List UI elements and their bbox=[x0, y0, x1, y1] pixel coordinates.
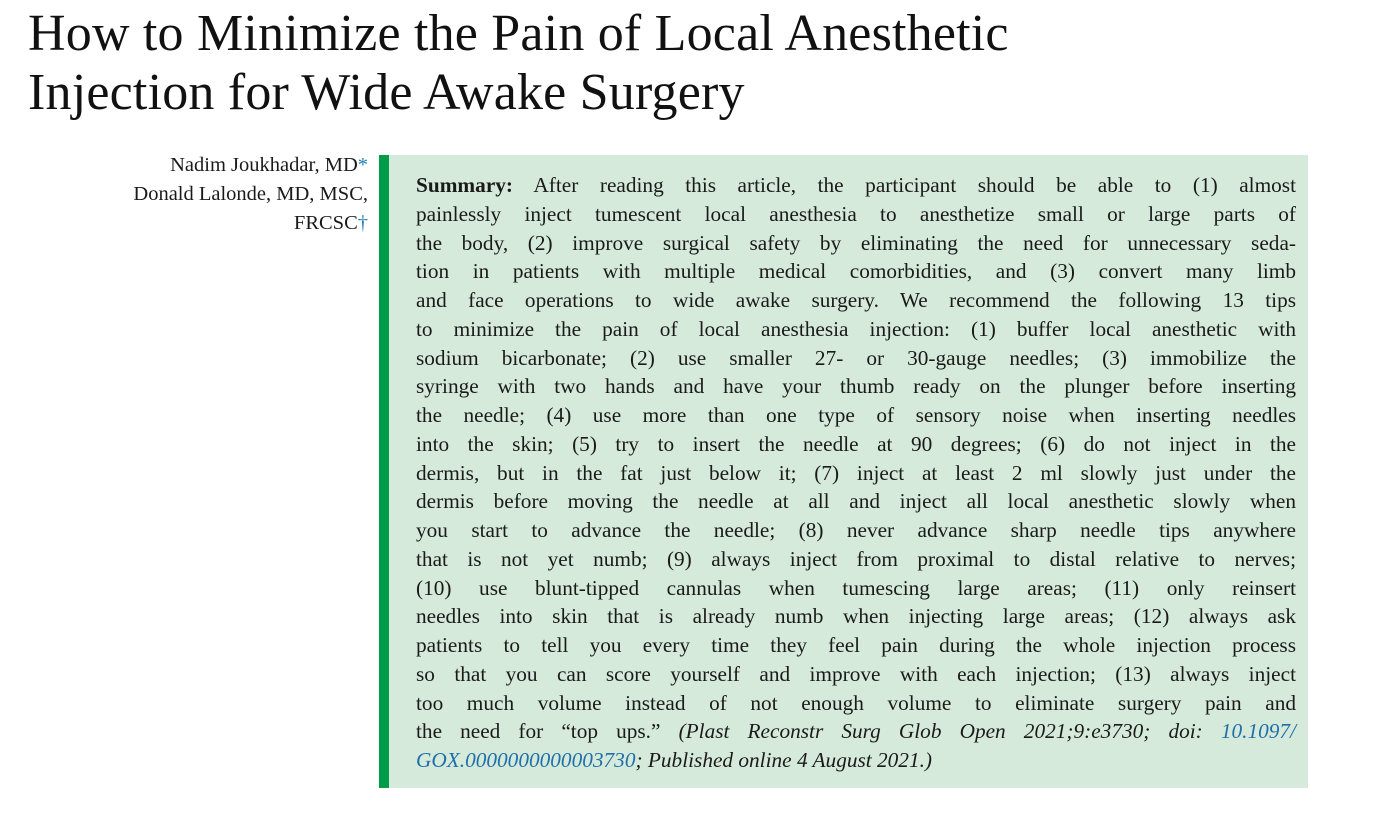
author-2-continued bbox=[40, 209, 368, 238]
affiliation-mark[interactable]: * bbox=[357, 154, 368, 176]
summary-line: the body, (2) improve surgical safety by eliminating the need for unnecessary seda- bbox=[416, 230, 1296, 255]
title-line-2: Injection for Wide Awake Surgery bbox=[28, 64, 745, 121]
summary-line: dermis before moving the needle at all and inject all local anesthetic slowly when bbox=[416, 489, 1296, 514]
doi-link[interactable]: 10.1097/ bbox=[1220, 719, 1296, 744]
summary-line: painlessly inject tumescent local anesthesia to anesthetize small or large parts of bbox=[416, 201, 1296, 226]
summary-line: into the skin; (5) try to insert the needle at 90 degrees; (6) do not inject in the bbox=[416, 431, 1296, 456]
citation-prefix: (Plast Reconstr Surg Glob Open 2021;9:e3730; doi: bbox=[678, 719, 1221, 744]
summary-box bbox=[379, 155, 1308, 788]
summary-line-text: After reading this article, the participant should be able to (1) almost bbox=[533, 173, 1297, 197]
summary-line bbox=[416, 717, 1296, 746]
summary-line bbox=[416, 171, 1296, 200]
summary-line bbox=[416, 746, 1296, 775]
summary-line: needles into skin that is already numb when injecting large areas; (12) always ask bbox=[416, 604, 1296, 629]
summary-line: and face operations to wide awake surgery. We recommend the following 13 tips bbox=[416, 288, 1296, 312]
author-degree: FRCSC bbox=[293, 212, 358, 234]
summary-line: dermis, but in the fat just below it; (7) inject at least 2 ml slowly just under the bbox=[416, 460, 1296, 485]
summary-line: you start to advance the needle; (8) never advance sharp needle tips anywhere bbox=[416, 518, 1296, 542]
author-1 bbox=[40, 151, 368, 180]
summary-line: patients to tell you every time they feel pain during the whole injection process bbox=[416, 633, 1296, 657]
summary-label: Summary: bbox=[416, 173, 514, 197]
summary-text bbox=[416, 171, 1296, 775]
summary-line: the needle; (4) use more than one type of sensory noise when inserting needles bbox=[416, 403, 1296, 427]
citation-suffix: ; Published online 4 August 2021.) bbox=[635, 748, 933, 772]
summary-line: sodium bicarbonate; (2) use smaller 27- or 30-gauge needles; (3) immobilize the bbox=[416, 345, 1296, 370]
affiliation-mark[interactable]: † bbox=[357, 212, 368, 234]
summary-line: tion in patients with multiple medical comorbidities, and (3) convert many limb bbox=[416, 259, 1296, 284]
summary-line: too much volume instead of not enough volume to eliminate surgery pain and bbox=[416, 690, 1296, 715]
summary-line: syringe with two hands and have your thumb ready on the plunger before inserting bbox=[416, 374, 1296, 399]
summary-line: to minimize the pain of local anesthesia injection: (1) buffer local anesthetic with bbox=[416, 316, 1296, 341]
author-name: Donald Lalonde, MD, MSC, bbox=[133, 183, 368, 205]
summary-line-text: the need for “top ups.” bbox=[416, 719, 661, 744]
title-line-1: How to Minimize the Pain of Local Anesthetic bbox=[28, 5, 1009, 62]
author-list bbox=[40, 151, 368, 238]
summary-line: that is not yet numb; (9) always inject from proximal to distal relative to nerves; bbox=[416, 546, 1296, 571]
article-title bbox=[28, 4, 1368, 122]
summary-line: (10) use blunt-tipped cannulas when tumescing large areas; (11) only reinsert bbox=[416, 575, 1296, 600]
doi-link-continued[interactable]: GOX.0000000000003730 bbox=[416, 748, 636, 772]
author-2 bbox=[40, 180, 368, 209]
author-name: Nadim Joukhadar, MD bbox=[170, 154, 358, 176]
summary-line: so that you can score yourself and improve with each injection; (13) always inject bbox=[416, 661, 1296, 686]
